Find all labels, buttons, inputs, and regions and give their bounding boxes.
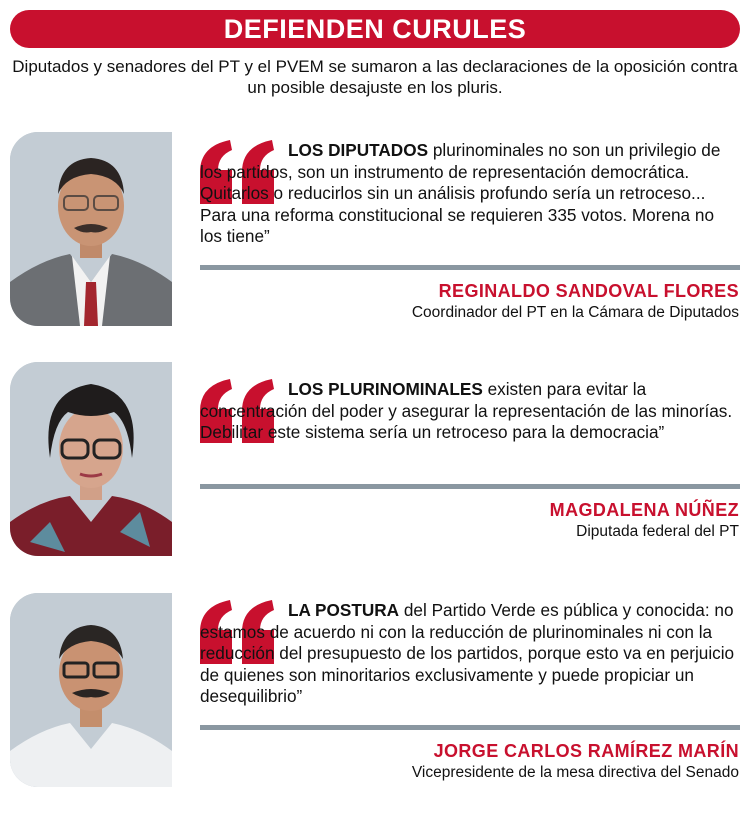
headline-banner [10, 10, 740, 48]
quote-lead: LA POSTURA [288, 600, 400, 620]
quote-lead: LOS DIPUTADOS [288, 140, 429, 160]
quote-text [200, 140, 740, 248]
speaker-name: JORGE CARLOS RAMÍREZ MARÍN [433, 741, 739, 761]
speaker-role: Coordinador del PT en la Cámara de Diputados [411, 304, 739, 321]
quote-text [200, 600, 740, 708]
portrait-photo [10, 362, 172, 556]
quote-body: del Partido Verde es pública y conocida: no estamos de acuerdo ni con la reducción de plurinominales ni con la reducción del presupuesto de los partidos, porque esto va en perjuicio de quienes son minoritarios exclusivamente y puede propiciar un desequilibrio” [200, 600, 735, 706]
quote-lead: LOS PLURINOMINALES [288, 379, 483, 399]
speaker-role: Vicepresidente de la mesa directiva del Senado [411, 764, 739, 781]
speaker-role: Diputada federal del PT [576, 523, 739, 540]
divider [200, 265, 740, 270]
quote-body: plurinominales no son un privilegio de los partidos, son un instrumento de representación democrática. Quitarlos o reducirlos sin un análisis profundo sería un retroceso... Para una reforma constitucional se requieren 335 votos. Morena no los tiene” [200, 140, 721, 246]
divider [200, 725, 740, 730]
speaker-name: REGINALDO SANDOVAL FLORES [438, 281, 739, 301]
quote-text [200, 379, 740, 444]
subtitle: Diputados y senadores del PT y el PVEM se sumaron a las declaraciones de la oposición contra un posible desajuste en los pluris. [12, 57, 738, 97]
speaker-name: MAGDALENA NÚÑEZ [549, 500, 739, 520]
headline-title: DEFIENDEN CURULES [223, 13, 527, 44]
divider [200, 484, 740, 489]
portrait-photo [10, 593, 172, 787]
portrait-photo [10, 132, 172, 326]
quote-body: existen para evitar la concentración del poder y asegurar la representación de las minorías. Debilitar este sistema sería un retroceso para la democracia” [200, 379, 733, 442]
